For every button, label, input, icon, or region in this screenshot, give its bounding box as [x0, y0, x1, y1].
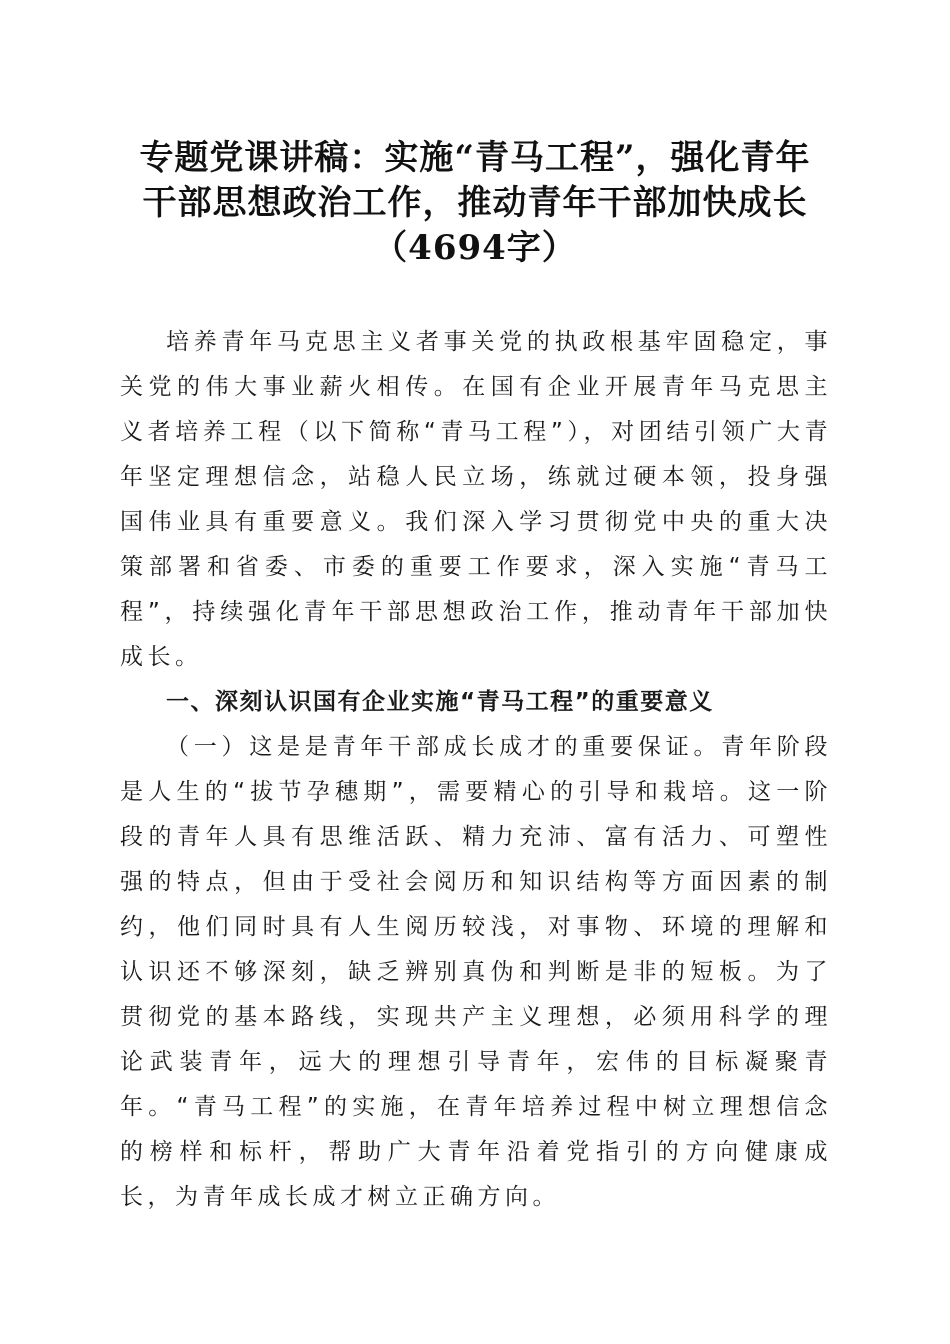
- subsection-paragraph-1: （一）这是是青年干部成长成才的重要保证。青年阶段是人生的“拔节孕穗期”，需要精心的引导和栽培。这一阶段的青年人具有思维活跃、精力充沛、富有活力、可塑性强的特点，但由于受社会阅历和知识结构等方面因素的制约，他们同时具有人生阅历较浅，对事物、环境的理解和认识还不够深刻，缺乏辨别真伪和判断是非的短板。为了贯彻党的基本路线，实现共产主义理想，必须用科学的理论武装青年，远大的理想引导青年，宏伟的目标凝聚青年。“青马工程”的实施，在青年培养过程中树立理想信念的榜样和标杆，帮助广大青年沿着党指引的方向健康成长，为青年成长成才树立正确方向。: [120, 734, 832, 1210]
- document-body: [120, 320, 832, 1220]
- section-heading-1: 一、深刻认识国有企业实施“青马工程”的重要意义: [166, 689, 714, 715]
- document-title: [110, 136, 840, 271]
- title-line-2: 干部思想政治工作，推动青年干部加快成长: [142, 183, 808, 223]
- title-line-3-word-count: （4694字）: [373, 228, 577, 268]
- intro-paragraph: 培养青年马克思主义者事关党的执政根基牢固稳定，事关党的伟大事业薪火相传。在国有企业开展青年马克思主义者培养工程（以下简称“青马工程”），对团结引领广大青年坚定理想信念，站稳人民立场，练就过硬本领，投身强国伟业具有重要意义。我们深入学习贯彻党中央的重大决策部署和省委、市委的重要工作要求，深入实施“青马工程”，持续强化青年干部思想政治工作，推动青年干部加快成长。: [120, 329, 832, 670]
- title-line-1: 专题党课讲稿：实施“青马工程”，强化青年: [139, 138, 811, 178]
